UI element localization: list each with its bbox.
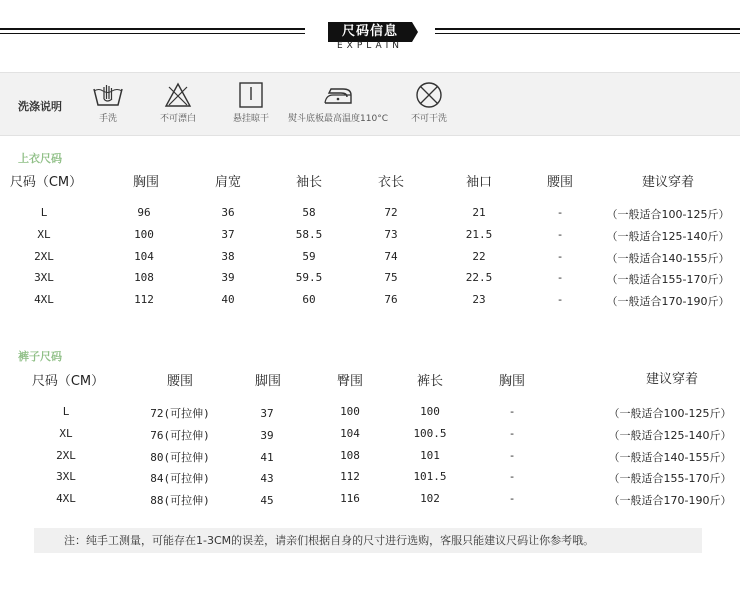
table-cell: 72 — [384, 206, 398, 219]
care-label: 洗涤说明 — [18, 100, 62, 113]
table-cell: 60 — [302, 293, 316, 306]
care-text-hand-wash: 手洗 — [98, 114, 117, 124]
table-cell: 101 — [420, 449, 440, 462]
care-item-hand-wash — [88, 81, 128, 124]
table-cell: 59.5 — [295, 271, 323, 284]
table-cell: 100.5 — [413, 427, 447, 440]
table-cell: 45 — [260, 494, 274, 507]
table-cell: （一般适合155-170斤） — [608, 472, 732, 485]
pants-header-chest: 胸围 — [498, 374, 526, 389]
pants-header-waist: 腰围 — [166, 374, 194, 389]
table-cell: 37 — [260, 407, 274, 420]
table-cell: 108 — [340, 449, 360, 462]
pants-header-length: 裤长 — [416, 374, 444, 389]
table-cell: （一般适合155-170斤） — [606, 273, 730, 286]
table-cell: （一般适合140-155斤） — [608, 451, 732, 464]
table-cell: - — [556, 271, 564, 284]
top-header-suggest: 建议穿着 — [641, 175, 695, 190]
table-cell: 74 — [384, 250, 398, 263]
table-cell: 40 — [221, 293, 235, 306]
table-cell: 21.5 — [465, 228, 493, 241]
table-cell: 43 — [260, 472, 274, 485]
table-cell: L — [40, 206, 48, 219]
table-cell: （一般适合100-125斤） — [606, 208, 730, 221]
table-cell: 4XL — [34, 293, 54, 306]
table-cell: 108 — [134, 271, 154, 284]
table-cell: - — [556, 250, 564, 263]
table-cell: 101.5 — [413, 470, 447, 483]
hang-dry-icon — [237, 81, 265, 109]
table-cell: 36 — [221, 206, 235, 219]
table-cell: - — [508, 405, 516, 418]
table-cell: 72(可拉伸) — [150, 407, 210, 420]
table-cell: 100 — [134, 228, 154, 241]
table-cell: （一般适合140-155斤） — [606, 252, 730, 265]
care-text-no-bleach: 不可漂白 — [159, 114, 196, 124]
table-cell: 76 — [384, 293, 398, 306]
top-header-length: 衣长 — [377, 175, 405, 190]
table-cell: 116 — [340, 492, 360, 505]
table-cell: （一般适合100-125斤） — [608, 407, 732, 420]
header-line-left-thin — [0, 33, 305, 34]
table-cell: 96 — [137, 206, 151, 219]
top-header-chest: 胸围 — [132, 175, 160, 190]
table-cell: - — [556, 228, 564, 241]
table-cell: （一般适合170-190斤） — [608, 494, 732, 507]
top-header-waist: 腰围 — [546, 175, 574, 190]
hand-wash-icon — [91, 81, 125, 109]
top-header-sleeve: 袖长 — [295, 175, 323, 190]
table-cell: - — [508, 449, 516, 462]
table-cell: 58 — [302, 206, 316, 219]
table-cell: 58.5 — [295, 228, 323, 241]
table-cell: 3XL — [56, 470, 76, 483]
top-header-shoulder: 肩宽 — [214, 175, 242, 190]
table-cell: - — [508, 470, 516, 483]
pants-header-size: 尺码（CM） — [31, 374, 105, 389]
header-line-left — [0, 28, 305, 30]
table-cell: L — [62, 405, 70, 418]
table-cell: 73 — [384, 228, 398, 241]
page-title: 尺码信息 — [328, 22, 412, 42]
top-header-cuff: 袖口 — [465, 175, 493, 190]
care-item-no-dry-clean — [404, 81, 454, 124]
top-size-title: 上衣尺码 — [18, 152, 62, 165]
table-cell: 2XL — [34, 250, 54, 263]
table-cell: 112 — [134, 293, 154, 306]
pants-header-leg-opening: 脚围 — [254, 374, 282, 389]
iron-icon — [321, 81, 355, 109]
table-cell: 21 — [472, 206, 486, 219]
table-cell: （一般适合125-140斤） — [606, 230, 730, 243]
care-item-hang-dry — [226, 81, 276, 124]
no-dry-clean-icon — [414, 81, 444, 109]
care-instructions — [0, 72, 740, 136]
table-cell: 37 — [221, 228, 235, 241]
table-cell: 112 — [340, 470, 360, 483]
care-text-iron: 熨斗底板最高温度110°C — [288, 114, 388, 124]
table-cell: 59 — [302, 250, 316, 263]
table-cell: 2XL — [56, 449, 76, 462]
table-cell: - — [508, 492, 516, 505]
table-cell: （一般适合125-140斤） — [608, 429, 732, 442]
table-cell: 39 — [221, 271, 235, 284]
measurement-note: 注：纯手工测量，可能存在1-3CM的误差，请亲们根据自身的尺寸进行选购，客服只能建议尺码让你参考哦。 — [34, 528, 702, 553]
table-cell: - — [556, 206, 564, 219]
table-cell: 100 — [340, 405, 360, 418]
no-bleach-icon — [164, 81, 192, 109]
table-cell: 39 — [260, 429, 274, 442]
table-cell: 38 — [221, 250, 235, 263]
care-text-hang-dry: 悬挂晾干 — [232, 114, 269, 124]
pants-header-suggest: 建议穿着 — [645, 372, 699, 387]
header-line-right-thin — [435, 33, 740, 34]
table-cell: 22.5 — [465, 271, 493, 284]
care-item-no-bleach — [150, 81, 206, 124]
table-cell: （一般适合170-190斤） — [606, 295, 730, 308]
table-cell: 41 — [260, 451, 274, 464]
pants-size-title: 裤子尺码 — [18, 350, 62, 363]
top-header-size: 尺码（CM） — [9, 175, 83, 190]
header-line-right — [435, 28, 740, 30]
table-cell: 88(可拉伸) — [150, 494, 210, 507]
table-cell: 76(可拉伸) — [150, 429, 210, 442]
table-cell: 84(可拉伸) — [150, 472, 210, 485]
table-cell: - — [508, 427, 516, 440]
table-cell: 22 — [472, 250, 486, 263]
care-text-no-dry-clean: 不可干洗 — [410, 114, 447, 124]
table-cell: - — [556, 293, 564, 306]
table-cell: 23 — [472, 293, 486, 306]
page-subtitle: EXPLAIN — [336, 41, 404, 51]
table-cell: 104 — [134, 250, 154, 263]
table-cell: 75 — [384, 271, 398, 284]
pants-header-hip: 臀围 — [336, 374, 364, 389]
table-cell: XL — [59, 427, 73, 440]
table-cell: XL — [37, 228, 51, 241]
table-cell: 102 — [420, 492, 440, 505]
table-cell: 100 — [420, 405, 440, 418]
table-cell: 3XL — [34, 271, 54, 284]
care-item-iron — [284, 81, 392, 124]
table-cell: 80(可拉伸) — [150, 451, 210, 464]
table-cell: 4XL — [56, 492, 76, 505]
table-cell: 104 — [340, 427, 360, 440]
